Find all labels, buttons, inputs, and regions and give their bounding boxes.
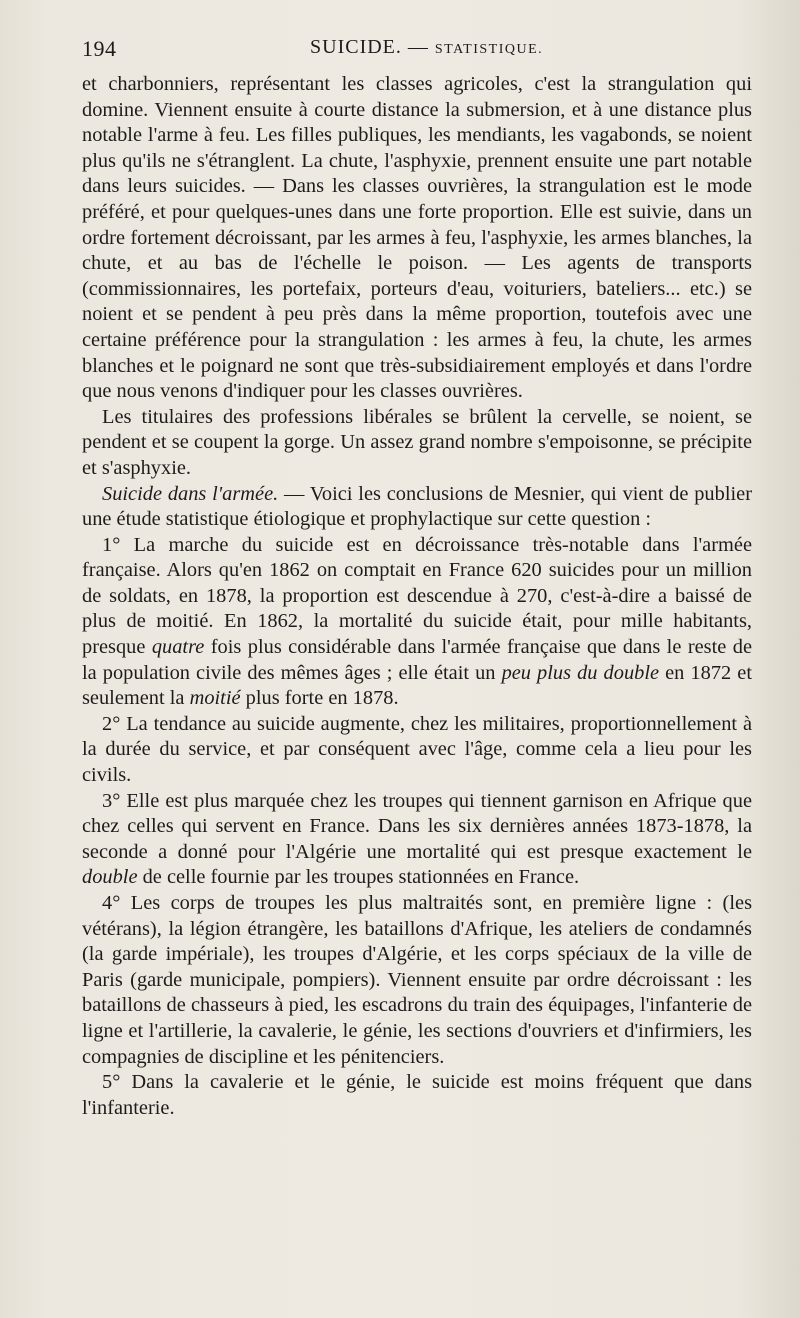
emphasis-moitie: moitié xyxy=(189,687,241,710)
running-title-main: SUICIDE. xyxy=(310,36,402,58)
paragraph-6-part-b: de celle fournie par les troupes stationnées en France. xyxy=(137,866,580,889)
paragraph-4-part-d: plus forte en 1878. xyxy=(240,687,399,710)
section-heading-suicide-armee: Suicide dans l'armée. xyxy=(102,482,279,505)
emphasis-quatre: quatre xyxy=(151,636,205,659)
running-title-separator: — xyxy=(407,36,429,58)
paragraph-6 xyxy=(82,789,752,891)
paragraph-6-part-a: 3° Elle est plus marquée chez les troupes qui tiennent garnison en Afrique que chez celles qui servent en France. Dans les six dernières années 1873-1878, la seconde a donné pour l'Algérie une mortalité qui est presque exactement le xyxy=(82,789,752,863)
paragraph-8: 5° Dans la cavalerie et le génie, le suicide est moins fréquent que dans l'infanterie. xyxy=(82,1071,752,1119)
page-header xyxy=(82,36,752,62)
paragraph-4 xyxy=(82,533,752,712)
running-title xyxy=(310,36,543,59)
paragraph-7: 4° Les corps de troupes les plus maltraités sont, en première ligne : (les vétérans), la légion étrangère, les bataillons d'Afrique, les ateliers de condamnés (la garde impériale), les troupes d'Algérie, et les corps spéciaux de la ville de Paris (garde municipale, pompiers). Viennent ensuite par ordre décroissant : les bataillons de chasseurs à pied, les escadrons du train des équipages, l'infanterie de ligne et l'artillerie, la cavalerie, le génie, les sections d'ouvriers et d'infirmiers, les compagnies de discipline et les pénitenciers. xyxy=(82,892,752,1068)
emphasis-peu-plus-du-double: peu plus du double xyxy=(501,661,660,684)
paragraph-5: 2° La tendance au suicide augmente, chez les militaires, proportionnellement à la durée du service, et par conséquent avec l'âge, comme cela a lieu pour les civils. xyxy=(82,712,752,787)
paragraph-4-part-c: en 1872 et seulement la xyxy=(82,661,752,710)
running-title-subtitle: STATISTIQUE. xyxy=(434,42,544,57)
page-number: 194 xyxy=(82,36,117,61)
paragraph-3 xyxy=(82,482,752,533)
body-text xyxy=(82,72,752,1121)
paragraph-2: Les titulaires des professions libérales se brûlent la cervelle, se noient, se pendent et se coupent la gorge. Un assez grand nombre s'empoisonne, se précipite et s'asphyxie. xyxy=(82,405,752,479)
paragraph-4-part-a: 1° La marche du suicide est en décroissance très-notable dans l'armée française. Alors qu'en 1862 on comptait en France 620 suicides pour un million de soldats, en 1878, la proportion est descendue à 270, c'est-à-dire a baissé de plus de moitié. En 1862, la mortalité du suicide était, pour mille habitants, presque xyxy=(82,533,752,659)
paragraph-4-part-b: fois plus considérable dans l'armée française que dans le reste de la population civile des mêmes âges ; elle était un xyxy=(82,636,752,684)
emphasis-double: double xyxy=(82,866,138,889)
paragraph-1: et charbonniers, représentant les classes agricoles, c'est la strangulation qui domine. Viennent ensuite à courte distance la submersion, et à une distance plus notable l'arme à feu. Les filles publiques, les mendiants, les vagabonds, se noient plus qu'ils ne s'étranglent. La chute, l'asphyxie, prennent ensuite une part notable dans leurs suicides. — Dans les classes ouvrières, la strangulation est le mode préféré, et pour quelques-unes dans une forte proportion. Elle est suivie, dans un ordre fortement décroissant, par les armes à feu, l'asphyxie, les armes blanches, la chute, et au bas de l'échelle le poison. — Les agents de transports (commissionnaires, les portefaix, porteurs d'eau, voituriers, bateliers... etc.) se noient et se pendent à peu près dans la même proportion, toutefois avec une certaine préférence pour la strangulation : les armes à feu, la chute, les armes blanches et le poignard ne sont que très-subsidiairement employés et dans l'ordre que nous venons d'indiquer pour les classes ouvrières. xyxy=(82,73,752,403)
paragraph-3-text: — Voici les conclusions de Mesnier, qui vient de publier une étude statistique étiologique et prophylactique sur cette question : xyxy=(82,482,752,531)
